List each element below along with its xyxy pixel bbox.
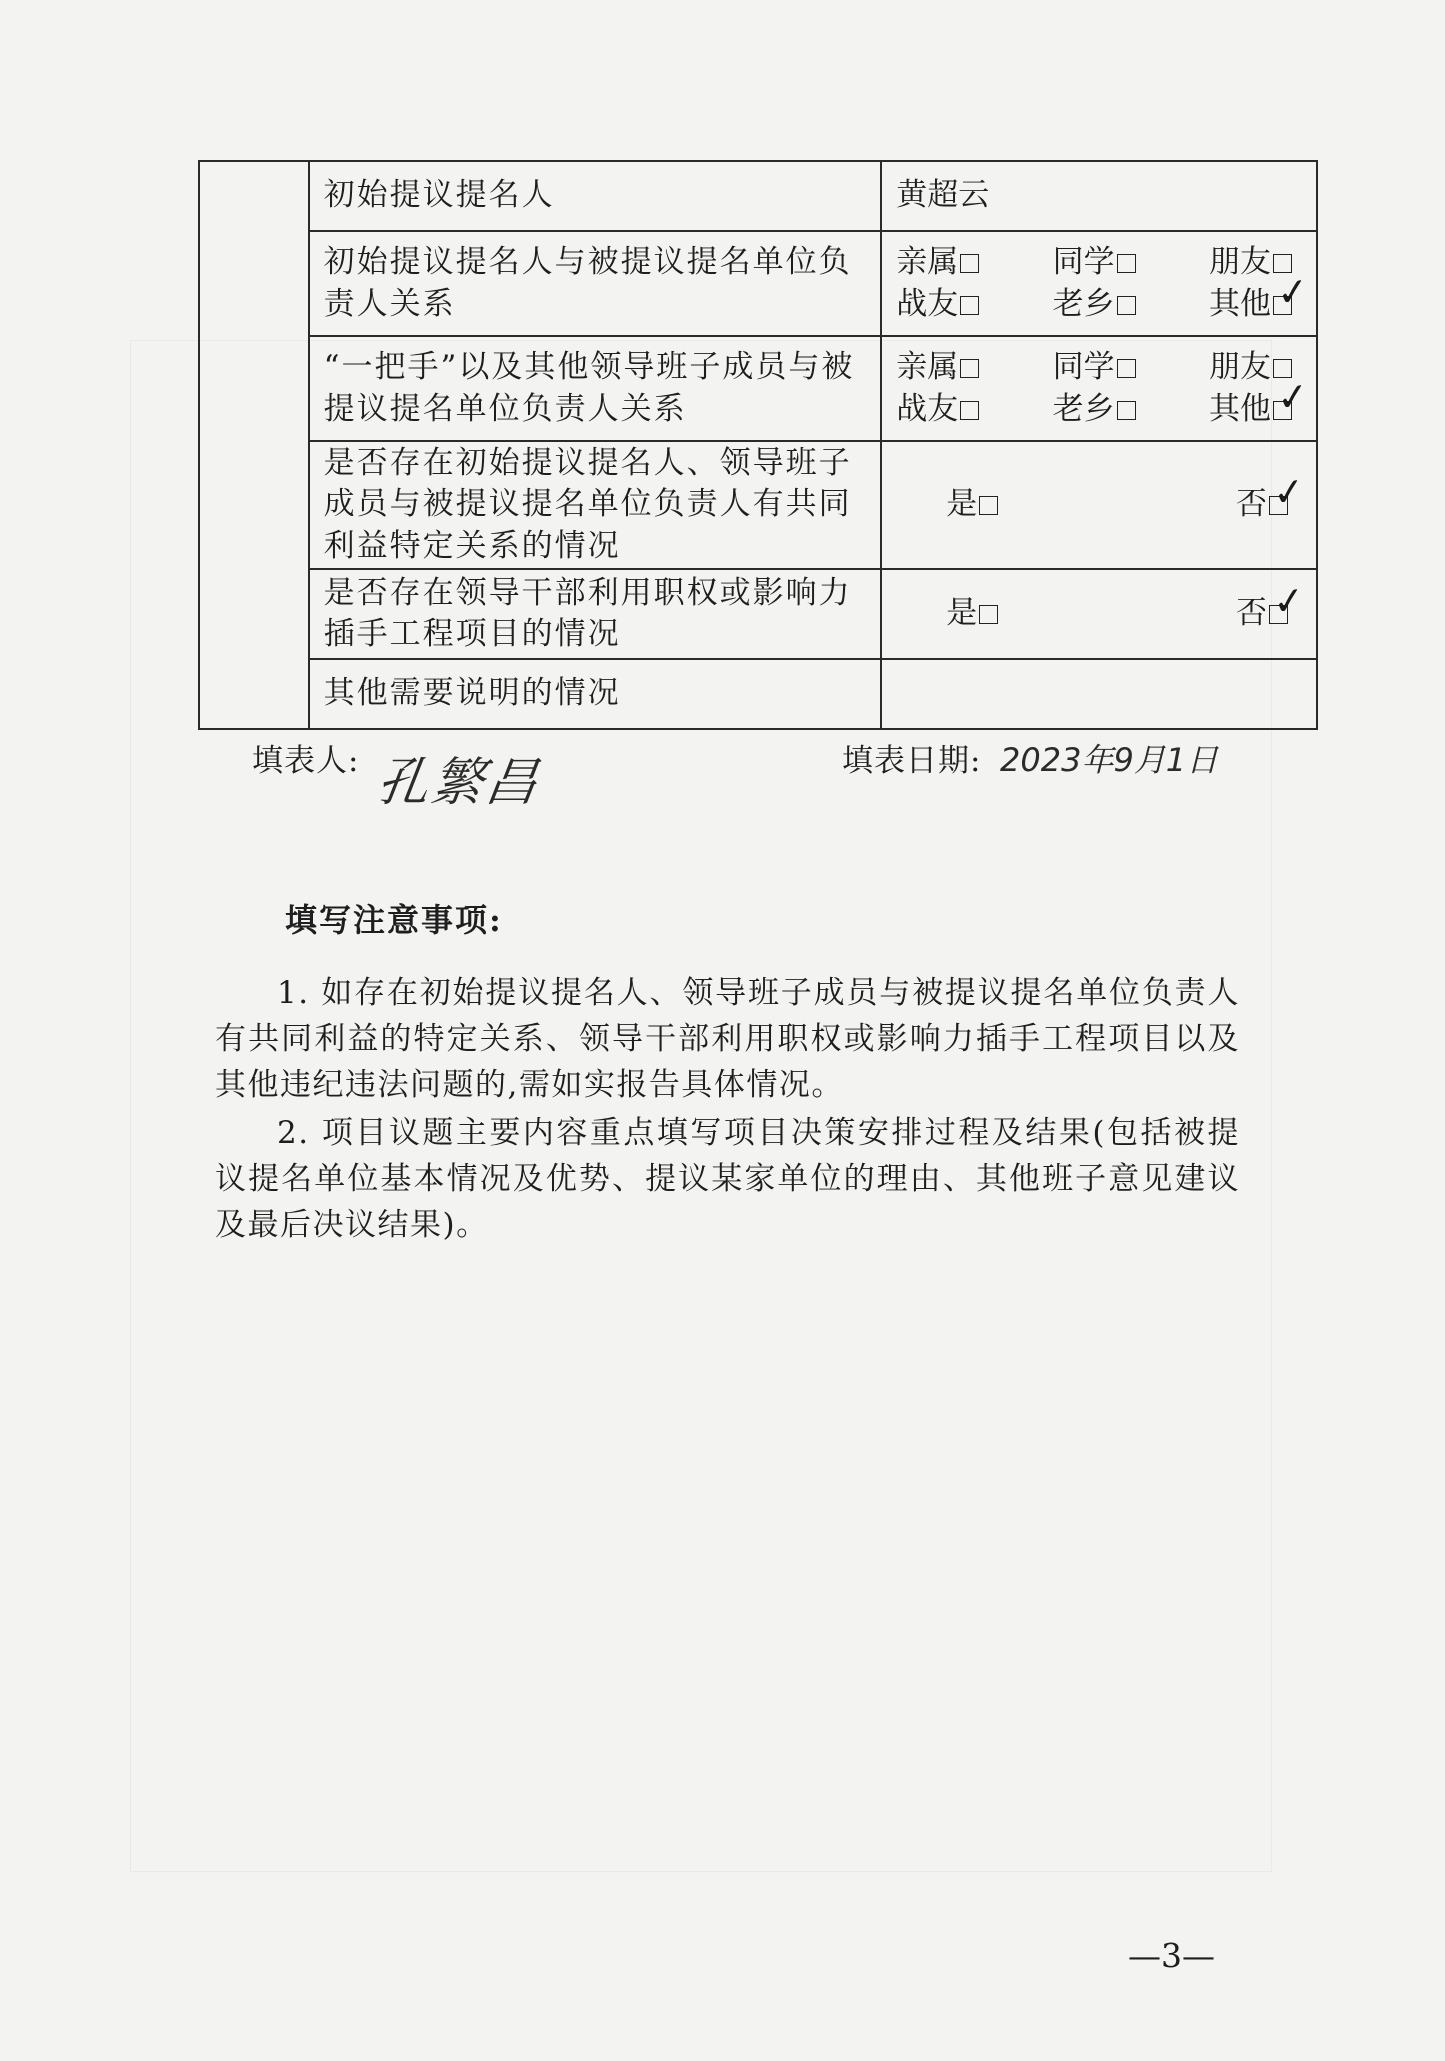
other-value[interactable] bbox=[881, 659, 1317, 729]
option-yes: 是 bbox=[946, 484, 998, 525]
checkbox[interactable] bbox=[979, 605, 998, 624]
row-nominator-relation bbox=[199, 231, 1317, 336]
option-comrade: 战友 bbox=[896, 284, 979, 325]
option-no: 否✓ bbox=[1236, 593, 1288, 634]
option-relative: 亲属 bbox=[896, 347, 979, 388]
common-interest-label: 是否存在初始提议提名人、领导班子成员与被提议提名单位负责人有共同利益特定关系的情况 bbox=[309, 441, 882, 569]
option-hometown: 老乡 bbox=[1053, 284, 1136, 325]
option-no: 否✓ bbox=[1236, 484, 1288, 525]
interference-options bbox=[881, 569, 1317, 659]
row-interference bbox=[199, 569, 1317, 659]
checkbox[interactable] bbox=[1117, 254, 1136, 273]
option-friend: 朋友 bbox=[1209, 347, 1292, 388]
checkbox[interactable] bbox=[1117, 359, 1136, 378]
checkbox-checked[interactable] bbox=[1269, 605, 1288, 624]
interference-label: 是否存在领导干部利用职权或影响力插手工程项目的情况 bbox=[309, 569, 882, 659]
checkbox[interactable] bbox=[1117, 401, 1136, 420]
checkbox-checked[interactable] bbox=[1273, 401, 1292, 420]
row-other bbox=[199, 659, 1317, 729]
other-label: 其他需要说明的情况 bbox=[309, 659, 882, 729]
common-interest-options bbox=[881, 441, 1317, 569]
checkbox[interactable] bbox=[1117, 296, 1136, 315]
initial-nominator-label: 初始提议提名人 bbox=[309, 161, 882, 231]
page-number: —3— bbox=[1128, 1936, 1215, 1975]
option-classmate: 同学 bbox=[1053, 242, 1136, 283]
checkbox[interactable] bbox=[960, 359, 979, 378]
row-initial-nominator bbox=[199, 161, 1317, 231]
notes-title: 填写注意事项: bbox=[285, 901, 503, 939]
nominator-relation-options bbox=[881, 231, 1317, 336]
option-hometown: 老乡 bbox=[1053, 389, 1136, 430]
option-other: 其他✓ bbox=[1209, 389, 1292, 430]
option-classmate: 同学 bbox=[1053, 347, 1136, 388]
filler-label: 填表人: bbox=[252, 743, 360, 779]
filler-signature: 孔繁昌 bbox=[373, 753, 544, 813]
date-value: 2023年9月1日 bbox=[1000, 741, 1219, 779]
checkbox-checked[interactable] bbox=[1269, 496, 1288, 515]
row-leader-relation bbox=[199, 336, 1317, 441]
checkbox[interactable] bbox=[960, 254, 979, 273]
option-relative: 亲属 bbox=[896, 242, 979, 283]
date-label: 填表日期: bbox=[842, 743, 982, 779]
initial-nominator-value: 黄超云 bbox=[881, 161, 1317, 231]
row-common-interest bbox=[199, 441, 1317, 569]
leader-relation-label: “一把手”以及其他领导班子成员与被提议提名单位负责人关系 bbox=[309, 336, 882, 441]
option-other: 其他✓ bbox=[1209, 284, 1292, 325]
checkbox[interactable] bbox=[960, 296, 979, 315]
option-yes: 是 bbox=[946, 593, 998, 634]
option-friend: 朋友 bbox=[1209, 242, 1292, 283]
option-comrade: 战友 bbox=[896, 389, 979, 430]
table-side-column bbox=[199, 161, 309, 729]
checkbox-checked[interactable] bbox=[1273, 296, 1292, 315]
checkbox[interactable] bbox=[979, 496, 998, 515]
note-item-1: 1. 如存在初始提议提名人、领导班子成员与被提议提名单位负责人有共同利益的特定关系、领导干部利用职权或影响力插手工程项目以及其他违纪违法问题的,需如实报告具体情况。 bbox=[215, 975, 1240, 1103]
relationship-form-table bbox=[198, 160, 1318, 730]
checkbox[interactable] bbox=[960, 401, 979, 420]
nominator-relation-label: 初始提议提名人与被提议提名单位负责人关系 bbox=[309, 231, 882, 336]
leader-relation-options bbox=[881, 336, 1317, 441]
note-item-2: 2. 项目议题主要内容重点填写项目决策安排过程及结果(包括被提议提名单位基本情况及优势、提议某家单位的理由、其他班子意见建议及最后决议结果)。 bbox=[215, 1115, 1240, 1243]
